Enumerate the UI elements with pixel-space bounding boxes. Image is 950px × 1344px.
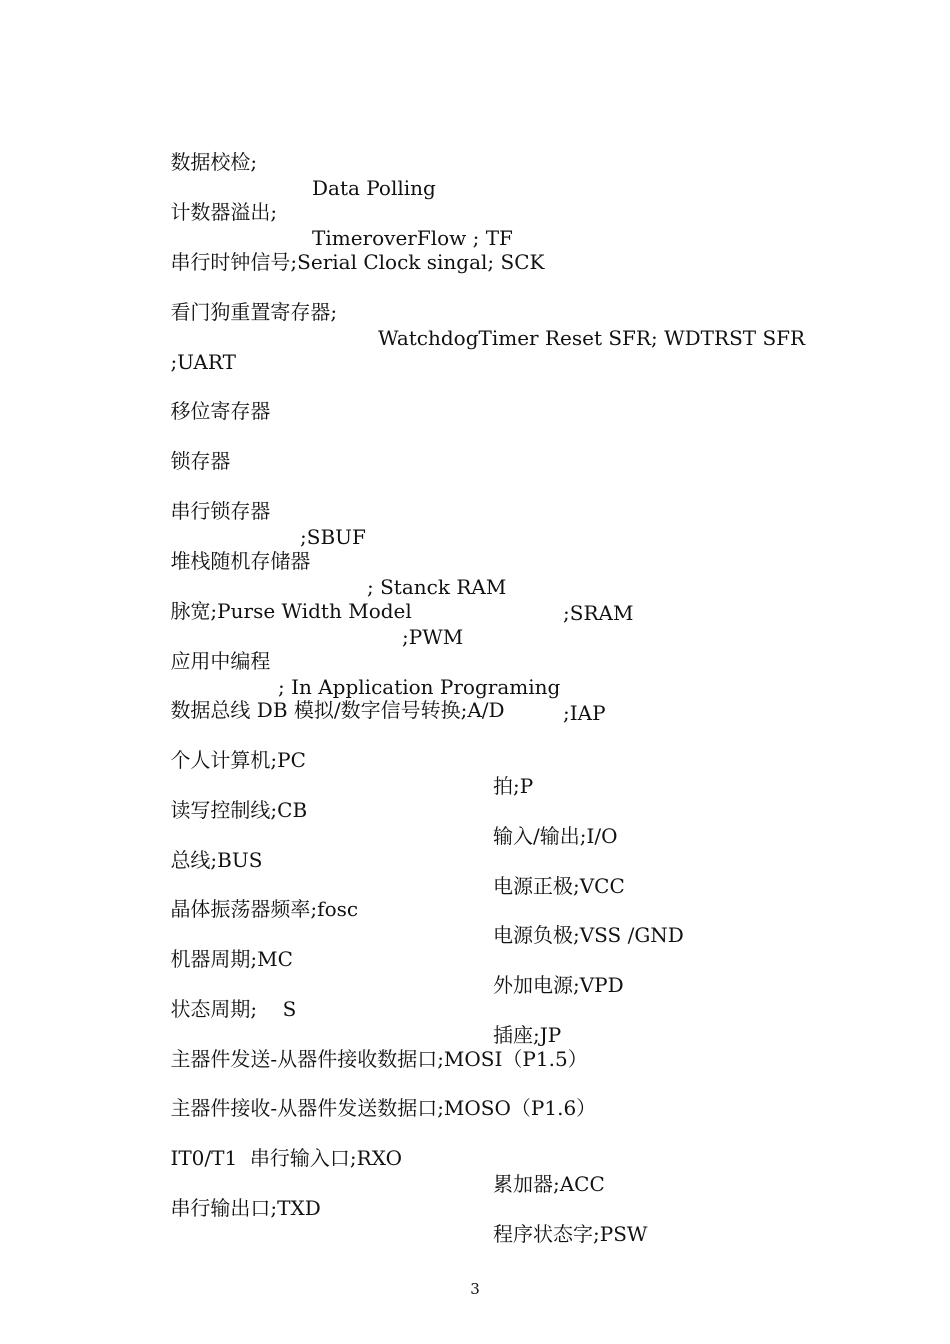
pair-left: 串行输出口;TXD (170, 1196, 321, 1220)
entry-term: 看门狗重置寄存器; (170, 300, 338, 324)
pair-right: 拍;P (493, 774, 534, 798)
entry-abbr: Data Polling (312, 176, 436, 200)
pair-left: 晶体振荡器频率;fosc (170, 897, 359, 921)
entry-term: 主器件接收-从器件发送数据口;MOSO（P1.6） (170, 1096, 597, 1120)
entry-abbr: ;IAP (563, 701, 606, 725)
entry-term: 计数器溢出; (170, 200, 278, 224)
entry-term: ;UART (170, 350, 236, 374)
entry-english: ; Stanck RAM (367, 575, 507, 599)
page-number: 3 (470, 1280, 480, 1298)
entry-abbr: WatchdogTimer Reset SFR; WDTRST SFR (378, 326, 806, 350)
pair-left: 状态周期; S (170, 997, 297, 1021)
entry-term: 应用中编程 (170, 649, 271, 673)
entry-term: 串行时钟信号;Serial Clock singal; SCK (170, 250, 545, 274)
entry-abbr: ;PWM (402, 625, 464, 649)
entry-term: 锁存器 (170, 449, 231, 473)
entry-term: 主器件发送-从器件接收数据口;MOSI（P1.5） (170, 1047, 588, 1071)
entry-abbr: TimeroverFlow ; TF (312, 226, 513, 250)
entry-term: 串行锁存器 (170, 499, 271, 523)
entry-abbr: ;SRAM (563, 601, 634, 625)
entry-term: 移位寄存器 (170, 399, 271, 423)
entry-term: 堆栈随机存储器 (170, 549, 311, 573)
entry-english: ; In Application Programing (278, 675, 561, 699)
pair-left: 个人计算机;PC (170, 748, 306, 772)
pair-left: 机器周期;MC (170, 947, 293, 971)
pair-left: IT0/T1 串行输入口;RXO (170, 1146, 402, 1170)
pair-right: 外加电源;VPD (493, 973, 624, 997)
pair-right: 程序状态字;PSW (493, 1222, 648, 1246)
entry-term: 脉宽;Purse Width Model (170, 599, 412, 623)
pair-right: 输入/输出;I/O (493, 824, 618, 848)
pair-left: 读写控制线;CB (170, 798, 308, 822)
pair-right: 累加器;ACC (493, 1172, 605, 1196)
pair-left: 总线;BUS (170, 848, 263, 872)
pair-right: 电源正极;VCC (493, 874, 625, 898)
entry-abbr: ;SBUF (300, 525, 366, 549)
entry-term: 数据总线 DB 模拟/数字信号转换;A/D (170, 698, 505, 722)
pair-right: 插座;JP (493, 1023, 562, 1047)
pair-right: 电源负极;VSS /GND (493, 923, 684, 947)
entry-term: 数据校检; (170, 150, 258, 174)
